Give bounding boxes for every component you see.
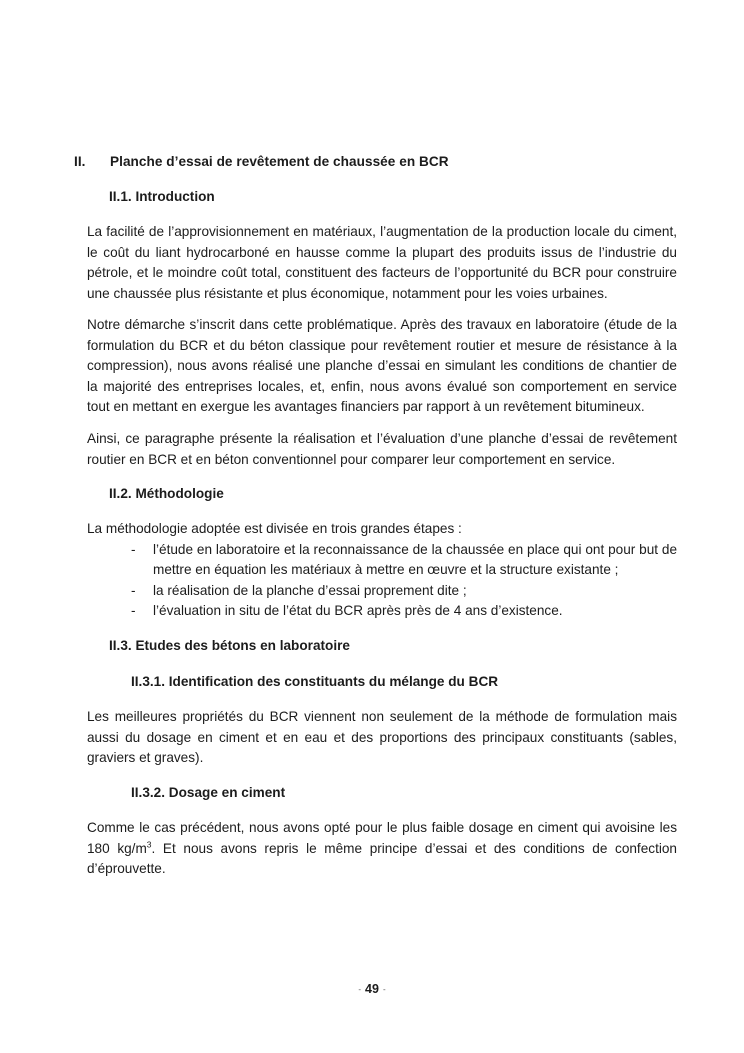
introduction-paragraph-3: [87, 429, 677, 470]
etudes-heading: II.3. Etudes des bétons en laboratoire: [109, 638, 350, 653]
list-item-text: l’évaluation in situ de l’état du BCR après près de 4 ans d’existence.: [153, 603, 563, 618]
methodologie-heading: II.2. Méthodologie: [109, 486, 224, 501]
list-item-text: l’étude en laboratoire et la reconnaissance de la chaussée en place qui ont pour but de mettre en équation les matériaux à mettre en œuvre et la structure existante ;: [153, 541, 677, 577]
paragraph-text: La facilité de l’approvisionnement en matériaux, l’augmentation de la production locale du ciment, le coût du liant hydrocarboné en hausse comme la plupart des produits issus de l’industrie du pétrole, et le moindre coût total, constituent des facteurs de l’opportunité du BCR pour construire une chaussée plus résistante et plus économique, notamment pour les voies urbaines.: [87, 224, 677, 301]
introduction-paragraph-1: [87, 222, 677, 304]
dosage-text-start: Comme le cas précédent, nous avons opté pour le plus faible dosage en ciment qui avoisine les 180 kg/m: [87, 820, 677, 856]
footer-tick-left: -: [358, 985, 362, 995]
section-title: Planche d’essai de revêtement de chaussée en BCR: [110, 154, 449, 169]
paragraph-text: [87, 818, 677, 880]
list-item-text: la réalisation de la planche d’essai proprement dite ;: [153, 582, 467, 598]
footer-tick-right: -: [382, 985, 386, 995]
dosage-paragraph: [87, 818, 677, 880]
section-number: II.: [74, 154, 86, 169]
paragraph-text: Les meilleures propriétés du BCR viennent non seulement de la méthode de formulation mais aussi du dosage en ciment et en eau et des proportions des principaux constituants (sables, graviers et graves).: [87, 709, 677, 765]
page-footer: [0, 982, 744, 996]
list-item: [87, 581, 677, 602]
list-item: [87, 540, 677, 581]
methodologie-intro: La méthodologie adoptée est divisée en trois grandes étapes :: [87, 521, 462, 536]
page-number: 49: [365, 982, 379, 996]
bullet-dash: -: [131, 582, 136, 598]
paragraph-text: Notre démarche s’inscrit dans cette problématique. Après des travaux en laboratoire (étude de la formulation du BCR et du béton classique pour revêtement routier et mesure de résistance à la compression), nous avons réalisé une planche d’essai en simulant les conditions de chantier de la majorité des entreprises locales, et, enfin, nous avons évalué son comportement en service tout en mettant en exergue les avantages financiers par rapport à un revêtement bitumineux.: [87, 317, 677, 414]
introduction-heading: II.1. Introduction: [109, 189, 215, 204]
bullet-dash: -: [131, 603, 136, 618]
methodologie-list: [87, 519, 677, 622]
dosage-heading: II.3.2. Dosage en ciment: [131, 785, 286, 800]
list-item: [87, 601, 677, 622]
identification-heading: II.3.1. Identification des constituants du mélange du BCR: [131, 674, 499, 689]
introduction-paragraph-2: [87, 315, 677, 418]
superscript-exponent: 3: [146, 838, 152, 849]
section-heading: [74, 154, 449, 169]
dosage-text-end: . Et nous avons repris le même principe d’essai et des conditions de confection d’éprouvette.: [87, 840, 677, 876]
paragraph-text: Ainsi, ce paragraphe présente la réalisation et l’évaluation d’une planche d’essai de revêtement routier en BCR et en béton conventionnel pour comparer leur comportement en service.: [87, 431, 677, 467]
bullet-dash: -: [131, 541, 136, 557]
identification-paragraph: [87, 707, 677, 769]
